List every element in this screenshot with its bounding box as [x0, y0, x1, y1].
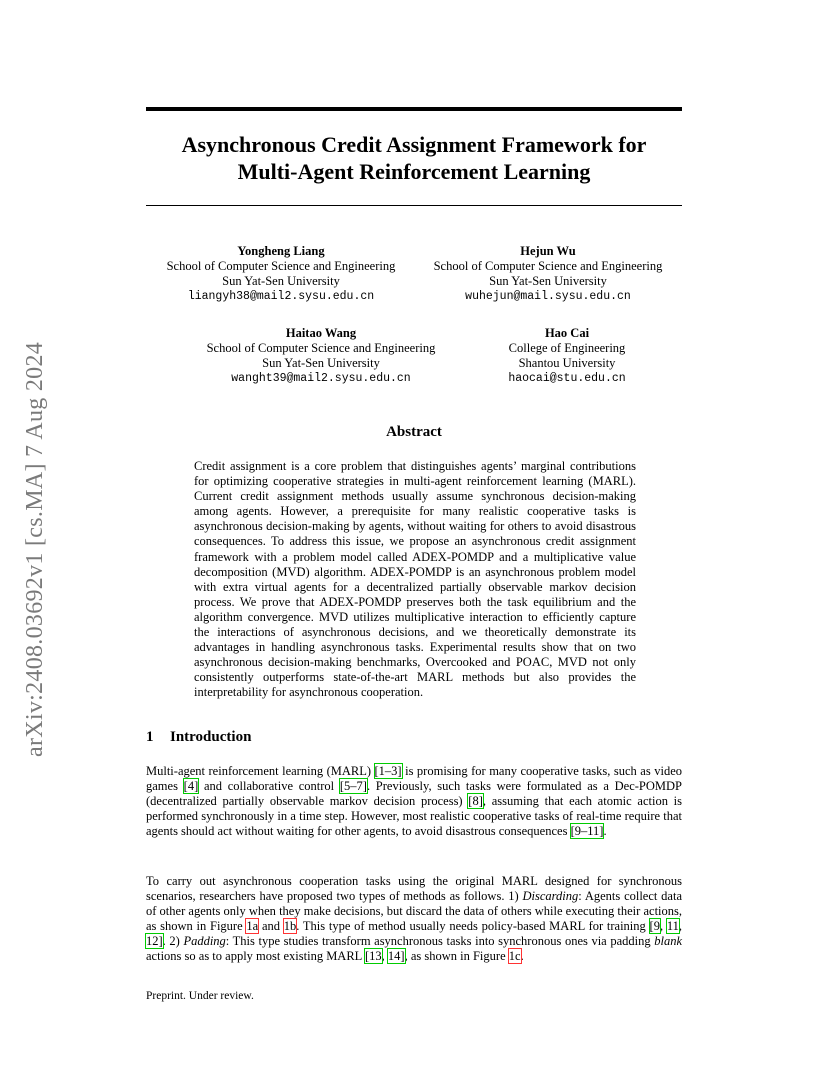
figure-link[interactable]: 1c: [508, 949, 521, 964]
title-rule-top: [146, 107, 682, 111]
text-run: : This type studies transform asynchronous tasks into synchronous ones via padding: [225, 934, 655, 949]
figure-link[interactable]: 1b: [283, 919, 297, 934]
citation-link[interactable]: 12]: [146, 934, 163, 949]
emphasis-text: Discarding: [522, 889, 579, 904]
text-run: Multi-agent reinforcement learning (MARL): [146, 764, 375, 778]
author-block-3: [190, 326, 452, 386]
author-institution: Sun Yat-Sen University: [222, 274, 340, 288]
author-name: Yongheng Liang: [237, 244, 325, 258]
author-affiliation: School of Computer Science and Engineering: [166, 259, 396, 273]
author-name: Haitao Wang: [285, 326, 357, 340]
author-name: Hao Cai: [544, 326, 590, 340]
citation-link[interactable]: [13: [364, 949, 382, 964]
emphasis-text: Padding: [183, 934, 226, 949]
citation-link[interactable]: [9: [649, 919, 660, 934]
abstract-heading: Abstract: [386, 424, 442, 440]
text-run: actions so as to apply most existing MARL: [146, 949, 365, 964]
section-title: Introduction: [170, 729, 252, 745]
title-rule-bottom: [146, 205, 682, 206]
intro-paragraph-1: [146, 764, 682, 839]
author-name: Hejun Wu: [520, 244, 576, 258]
abstract-body: Credit assignment is a core problem that distinguishes agents’ marginal contributions for optimizing cooperative strategies in multi-agent reinforcement learning (MARL). Current credit assignment methods usually assume synchronous decision-making among agents. However, a prerequisite for many realistic cooperative tasks is asynchronous decision-making by agents, without waiting for others to avoid disastrous consequences. To address this issue, we propose an asynchronous credit assignment framework with a problem model called ADEX-POMDP and a multiplicative value decomposition (MVD) algorithm. ADEX-POMDP is an asynchronous problem model with extra virtual agents for a decentralized partially observable markov decision process. We prove that ADEX-POMDP preserves both the task equilibrium and the algorithm convergence. MVD utilizes multiplicative interaction to efficiently capture the interactions of asynchronous decisions, and we theoretically demonstrate its advantages in handling asynchronous tasks. Experimental results show that on two asynchronous decision-making benchmarks, Overcooked and POAC, MVD not only consistently outperforms state-of-the-art MARL methods but also provides the interpretability for asynchronous cooperation.: [194, 459, 636, 700]
citation-link[interactable]: [5–7]: [339, 779, 367, 794]
author-affiliation: School of Computer Science and Engineering: [206, 341, 436, 355]
title-line-2: Multi-Agent Reinforcement Learning: [237, 159, 591, 184]
text-run: .: [603, 824, 607, 839]
title-line-1: Asynchronous Credit Assignment Framework for: [181, 132, 647, 157]
intro-paragraph-2: [146, 874, 682, 965]
arxiv-identifier: arXiv:2408.03692v1 [cs.MA] 7 Aug 2024: [22, 341, 48, 757]
citation-link[interactable]: 14]: [387, 949, 405, 964]
footer-note: Preprint. Under review.: [146, 990, 254, 1002]
text-run: To carry out asynchronous cooperation tasks using the original MARL designed for synchronous scenarios, researchers have proposed two types of methods as follows. 1): [146, 874, 682, 904]
author-block-1: [150, 244, 412, 304]
citation-link[interactable]: 11: [666, 919, 679, 934]
author-email[interactable]: wuhejun@mail.sysu.edu.cn: [465, 290, 631, 303]
section-heading: [146, 729, 251, 746]
text-run: ,: [659, 919, 667, 934]
citation-link[interactable]: [4]: [183, 779, 199, 794]
figure-link[interactable]: 1a: [246, 919, 259, 934]
author-institution: Sun Yat-Sen University: [489, 274, 607, 288]
citation-link[interactable]: [9–11]: [570, 824, 604, 839]
text-run: and collaborative control: [198, 779, 340, 794]
text-run: . Previously, such tasks were formulated as a Dec-POMDP (decentralized partially observable markov decision process): [146, 779, 683, 809]
emphasis-text: blank: [654, 934, 683, 949]
section-number: 1: [146, 729, 154, 745]
text-run: . This type of method usually needs policy-based MARL for training: [296, 919, 650, 934]
author-email[interactable]: wanght39@mail2.sysu.edu.cn: [231, 372, 411, 385]
author-institution: Sun Yat-Sen University: [262, 356, 380, 370]
author-email[interactable]: haocai@stu.edu.cn: [508, 372, 626, 385]
citation-link[interactable]: [1–3]: [374, 764, 402, 778]
author-block-2: [417, 244, 679, 304]
author-affiliation: School of Computer Science and Engineering: [433, 259, 663, 273]
text-run: ,: [678, 919, 682, 934]
text-run: ,: [381, 949, 388, 964]
author-affiliation: College of Engineering: [508, 341, 626, 355]
author-email[interactable]: liangyh38@mail2.sysu.edu.cn: [187, 290, 375, 303]
text-run: , assuming that each atomic action is performed synchronously in a time step. However, most realistic cooperative tasks of real-time require that agents should act without waiting for other agents, to avoid disastrous consequences: [146, 794, 682, 839]
citation-link[interactable]: [8]: [468, 794, 483, 809]
text-run: , as shown in Figure: [404, 949, 509, 964]
text-run: : Agents collect data of other agents only when they make decisions, but discard the data of others while executing their actions, as shown in Figure: [146, 889, 683, 934]
text-run: is promising for many cooperative tasks, such as video games: [146, 764, 682, 794]
author-institution: Shantou University: [518, 356, 616, 370]
text-run: . 2): [162, 934, 184, 949]
author-block-4: [477, 326, 657, 386]
text-run: .: [520, 949, 524, 964]
text-run: and: [258, 919, 284, 934]
paper-title: [146, 131, 682, 185]
